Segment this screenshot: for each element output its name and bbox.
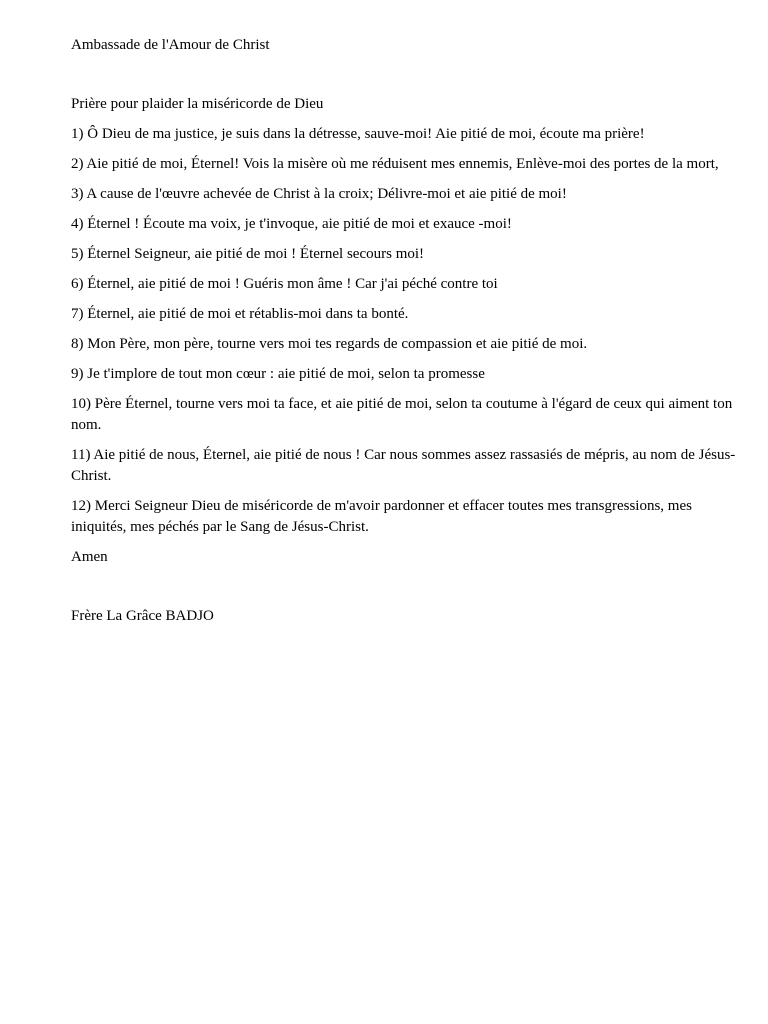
closing-amen: Amen (71, 549, 108, 565)
prayer-item-1: 1) Ô Dieu de ma justice, je suis dans la détresse, sauve-moi! Aie pitié de moi, écoute ma prière! (71, 126, 645, 142)
prayer-item-7: 7) Éternel, aie pitié de moi et rétablis-moi dans ta bonté. (71, 306, 409, 322)
prayer-item-6: 6) Éternel, aie pitié de moi ! Guéris mon âme ! Car j'ai péché contre toi (71, 276, 498, 292)
prayer-item-2: 2) Aie pitié de moi, Éternel! Vois la misère où me réduisent mes ennemis, Enlève-moi des portes de la mort, (71, 156, 719, 172)
prayer-item-3: 3) A cause de l'œuvre achevée de Christ à la croix; Délivre-moi et aie pitié de moi! (71, 186, 567, 202)
prayer-item-12: 12) Merci Seigneur Dieu de miséricorde de m'avoir pardonner et effacer toutes mes transgressions, mes iniquités, mes péchés par le Sang de Jésus-Christ. (71, 498, 692, 535)
prayer-title: Prière pour plaider la miséricorde de Dieu (71, 96, 324, 112)
prayer-item-4: 4) Éternel ! Écoute ma voix, je t'invoque, aie pitié de moi et exauce -moi! (71, 216, 512, 232)
prayer-item-11: 11) Aie pitié de nous, Éternel, aie pitié de nous ! Car nous sommes assez rassasiés de mépris, au nom de Jésus-Christ. (71, 447, 736, 484)
prayer-item-10: 10) Père Éternel, tourne vers moi ta face, et aie pitié de moi, selon ta coutume à l'égard de ceux qui aiment ton nom. (71, 396, 733, 433)
prayer-item-9: 9) Je t'implore de tout mon cœur : aie pitié de moi, selon ta promesse (71, 366, 485, 382)
prayer-item-8: 8) Mon Père, mon père, tourne vers moi tes regards de compassion et aie pitié de moi. (71, 336, 588, 352)
prayer-item-5: 5) Éternel Seigneur, aie pitié de moi ! Éternel secours moi! (71, 246, 425, 262)
document-page (71, 35, 741, 627)
author-signature: Frère La Grâce BADJO (71, 608, 214, 624)
organization-header: Ambassade de l'Amour de Christ (71, 37, 270, 53)
